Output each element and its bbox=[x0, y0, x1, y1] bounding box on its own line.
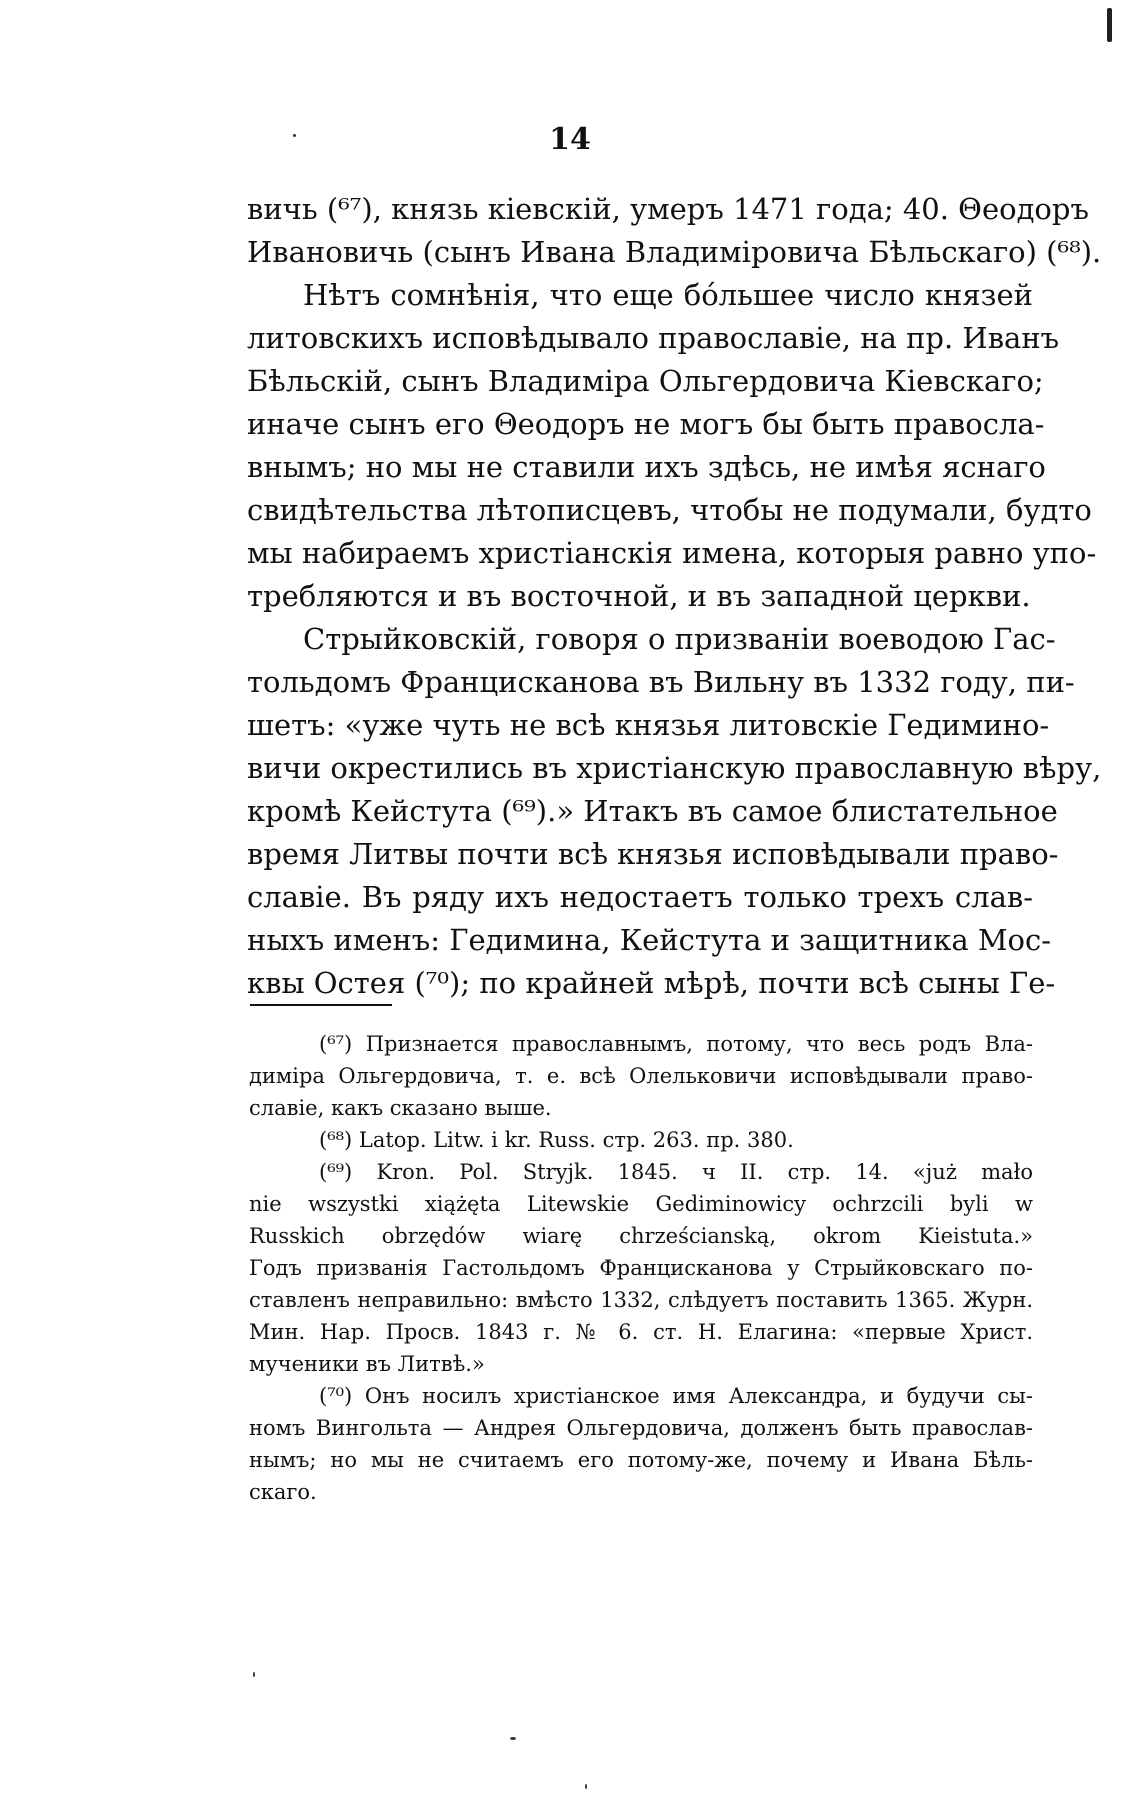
footnote-line: Russkich obrzędów wiarę chrześcianską, okrom Kieistuta.» bbox=[249, 1224, 1033, 1248]
scan-edge-mark bbox=[1107, 8, 1112, 42]
footnote-line: мученики въ Литвѣ.» bbox=[249, 1352, 485, 1376]
text-line: славіе. Въ ряду ихъ недостаетъ только трехъ слав- bbox=[247, 880, 1033, 914]
footnote-line: ставленъ неправильно: вмѣсто 1332, слѣдуетъ поставить 1365. Журн. bbox=[249, 1288, 1033, 1312]
text-line: тольдомъ Францисканова въ Вильну въ 1332 году, пи- bbox=[247, 665, 1075, 699]
footnote-separator bbox=[250, 1004, 392, 1006]
text-line: иначе сынъ его Θеодоръ не могъ бы быть правосла- bbox=[247, 407, 1045, 441]
text-line: Стрыйковскій, говоря о призваніи воеводою Гас- bbox=[303, 622, 1056, 656]
footnote-line: диміра Ольгердовича, т. е. всѣ Олельковичи исповѣдывали право- bbox=[249, 1064, 1033, 1088]
text-line: квы Остея (⁷⁰); по крайней мѣрѣ, почти всѣ сыны Ге- bbox=[247, 966, 1056, 1000]
scan-speck bbox=[510, 1737, 516, 1740]
text-line: мы набираемъ христіанскія имена, которыя равно упо- bbox=[247, 536, 1097, 570]
footnote-line: (⁶⁸) Latop. Litw. i kr. Russ. стр. 263. пр. 380. bbox=[319, 1128, 794, 1152]
text-line: время Литвы почти всѣ князья исповѣдывали право- bbox=[247, 837, 1059, 871]
footnote-line: славіе, какъ сказано выше. bbox=[249, 1096, 552, 1120]
text-line: шетъ: «уже чуть не всѣ князья литовскіе Гедимино- bbox=[247, 708, 1050, 742]
scan-speck bbox=[253, 1672, 255, 1677]
text-line: Нѣтъ сомнѣнія, что еще бо́льшее число князей bbox=[303, 278, 1033, 312]
footnotes bbox=[249, 1028, 1033, 1508]
main-text bbox=[247, 188, 1102, 1005]
footnote-line: номъ Вингольта — Андрея Ольгердовича, долженъ быть православ- bbox=[249, 1416, 1033, 1440]
scan-speck bbox=[585, 1784, 587, 1789]
footnote-line: (⁶⁷) Признается православнымъ, потому, что весь родъ Вла- bbox=[319, 1032, 1033, 1056]
scan-speck bbox=[293, 134, 296, 137]
text-line: свидѣтельства лѣтописцевъ, чтобы не подумали, будто bbox=[247, 493, 1092, 527]
text-line: ныхъ именъ: Гедимина, Кейстута и защитника Мос- bbox=[247, 923, 1052, 957]
page-number: 14 bbox=[549, 122, 591, 157]
footnote-line: скаго. bbox=[249, 1480, 317, 1504]
text-line: Бѣльскій, сынъ Владиміра Ольгердовича Кіевскаго; bbox=[247, 364, 1044, 398]
text-line: кромѣ Кейстута (⁶⁹).» Итакъ въ самое блистательное bbox=[247, 794, 1058, 828]
footnote-line: нымъ; но мы не считаемъ его потому-же, почему и Ивана Бѣль- bbox=[249, 1448, 1033, 1472]
text-line: вичи окрестились въ христіанскую православную вѣру, bbox=[247, 751, 1102, 785]
text-line: внымъ; но мы не ставили ихъ здѣсь, не имѣя яснаго bbox=[247, 450, 1046, 484]
footnote-line: (⁶⁹) Kron. Pol. Stryjk. 1845. ч II. стр. 14. «już mało bbox=[319, 1160, 1033, 1184]
footnote-line: nie wszystki xiążęta Litewskie Gediminowicy ochrzcili byli w bbox=[249, 1192, 1033, 1216]
footnote-line: Мин. Нар. Просв. 1843 г. № 6. ст. Н. Елагина: «первые Христ. bbox=[249, 1320, 1033, 1344]
text-line: литовскихъ исповѣдывало православіе, на пр. Иванъ bbox=[247, 321, 1060, 355]
text-line: Ивановичь (сынъ Ивана Владиміровича Бѣльскаго) (⁶⁸). bbox=[247, 235, 1102, 269]
footnote-line: Годъ призванія Гастольдомъ Францисканова у Стрыйковскаго по- bbox=[249, 1256, 1033, 1280]
footnote-line: (⁷⁰) Онъ носилъ христіанское имя Александра, и будучи сы- bbox=[319, 1384, 1033, 1408]
text-line: вичь (⁶⁷), князь кіевскій, умеръ 1471 года; 40. Θеодоръ bbox=[247, 192, 1089, 226]
text-line: требляются и въ восточной, и въ западной церкви. bbox=[247, 579, 1031, 613]
